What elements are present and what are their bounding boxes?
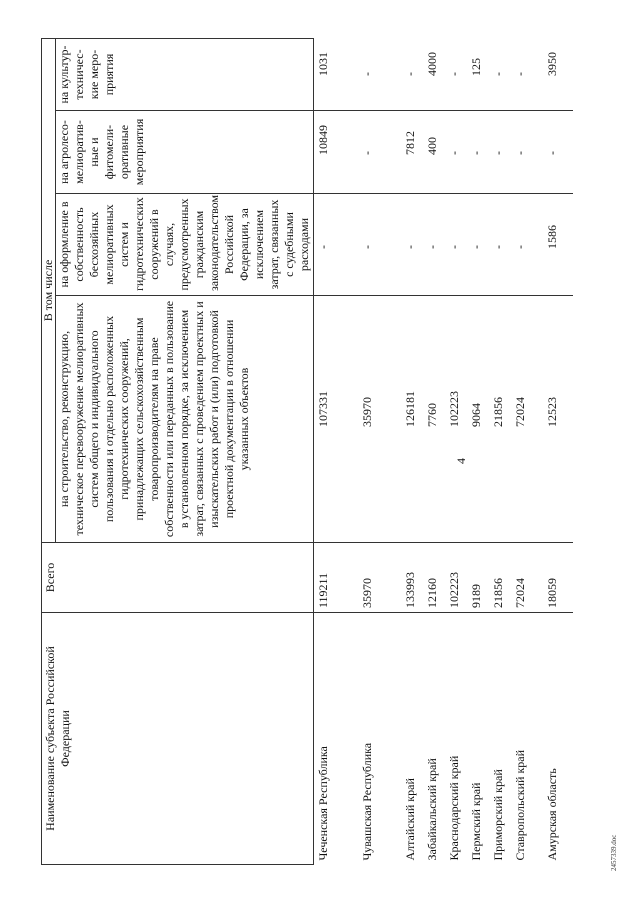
- cell-construction: 107331: [314, 296, 358, 543]
- cell-region: Пермский край: [468, 782, 483, 861]
- cell-region: Амурская область: [544, 768, 559, 861]
- cell-construction: 7760: [423, 296, 445, 543]
- cell-ownership: -: [467, 194, 489, 296]
- cell-ownership: 1586: [543, 194, 573, 296]
- page-number: 4: [454, 458, 468, 464]
- cell-ownership: -: [489, 194, 511, 296]
- cell-ownership: -: [511, 194, 543, 296]
- cell-agroforest: -: [511, 111, 543, 194]
- header-agroforest: на агролесо-мелиоратив-ные и фитомели-оративные мероприятия: [56, 111, 314, 194]
- cell-construction: 9064: [467, 296, 489, 543]
- cell-total: 9189: [467, 543, 489, 613]
- table-row: [423, 39, 445, 865]
- cell-total: 18059: [543, 543, 573, 613]
- cell-agroforest: -: [358, 111, 401, 194]
- cell-construction: 102223: [445, 296, 467, 543]
- cell-region: Алтайский край: [402, 778, 417, 861]
- cell-agroforest: -: [467, 111, 489, 194]
- table-row: [543, 39, 573, 865]
- cell-agroforest: 7812: [401, 111, 423, 194]
- table-row: [358, 39, 401, 865]
- cell-total: 35970: [358, 543, 401, 613]
- table-row: [511, 39, 543, 865]
- cell-cultural: -: [489, 39, 511, 111]
- cell-cultural: -: [358, 39, 401, 111]
- cell-region: Ставропольский край: [512, 749, 527, 861]
- cell-total: 133993: [401, 543, 423, 613]
- cell-region: Забайкальский край: [424, 758, 439, 861]
- cell-total: 12160: [423, 543, 445, 613]
- cell-ownership: -: [423, 194, 445, 296]
- cell-construction: 72024: [511, 296, 543, 543]
- cell-cultural: 1031: [314, 39, 358, 111]
- cell-total: 21856: [489, 543, 511, 613]
- table-body: [314, 39, 573, 865]
- header-cultural: на культур-техничес-кие меро-приятия: [56, 39, 314, 111]
- cell-construction: 126181: [401, 296, 423, 543]
- cell-region: Чеченская Республика: [314, 613, 358, 865]
- cell-cultural: 4000: [423, 39, 445, 111]
- cell-ownership: -: [445, 194, 467, 296]
- cell-region: Краснодарский край: [446, 755, 461, 861]
- cell-agroforest: -: [489, 111, 511, 194]
- cell-cultural: 3950: [543, 39, 573, 111]
- cell-total: 119211: [314, 543, 358, 613]
- header-region: Наименование субъекта Российской Федерации: [42, 613, 314, 865]
- cell-construction: 12523: [543, 296, 573, 543]
- cell-cultural: -: [445, 39, 467, 111]
- table-row: [445, 39, 467, 865]
- cell-construction: 21856: [489, 296, 511, 543]
- cell-ownership: -: [401, 194, 423, 296]
- cell-cultural: 125: [467, 39, 489, 111]
- table-row: [489, 39, 511, 865]
- header-total: Всего: [42, 543, 314, 613]
- document-code: 2457339.doc: [610, 834, 618, 871]
- cell-region: Чувашская Республика: [359, 742, 374, 861]
- cell-ownership: -: [314, 194, 358, 296]
- cell-agroforest: -: [543, 111, 573, 194]
- budget-table: [41, 38, 573, 865]
- cell-total: 102223: [445, 543, 467, 613]
- header-including: В том числе: [42, 39, 56, 543]
- table-row: [401, 39, 423, 865]
- table-row: [467, 39, 489, 865]
- cell-ownership: -: [358, 194, 401, 296]
- cell-agroforest: 10849: [314, 111, 358, 194]
- cell-cultural: -: [511, 39, 543, 111]
- header-ownership: на оформление в собственность бесхозяйных мелиоративных систем и гидротехнических сооружений в случаях, предусмотренных гражданским законодательством Российской Федерации, за исключением затрат, связанных с судебными расходами: [56, 194, 314, 296]
- cell-region: Приморский край: [490, 769, 505, 861]
- cell-cultural: -: [401, 39, 423, 111]
- cell-construction: 35970: [358, 296, 401, 543]
- cell-total: 72024: [511, 543, 543, 613]
- table-row: [314, 39, 358, 865]
- cell-agroforest: 400: [423, 111, 445, 194]
- header-construction: на строительство, реконструкцию, техническое перевооружение мелиоративных систем общего и индивидуального пользования и отдельно расположенных гидротехнических сооружений, принадлежащих сельскохозяйственным товаропроизводителям на праве собственности или переданных в пользование в установленном порядке, за исключением затрат, связанных с проведением проектных и изыскательских работ и (или) подготовкой проектной документации в отношении указанных объектов: [56, 296, 314, 543]
- cell-agroforest: -: [445, 111, 467, 194]
